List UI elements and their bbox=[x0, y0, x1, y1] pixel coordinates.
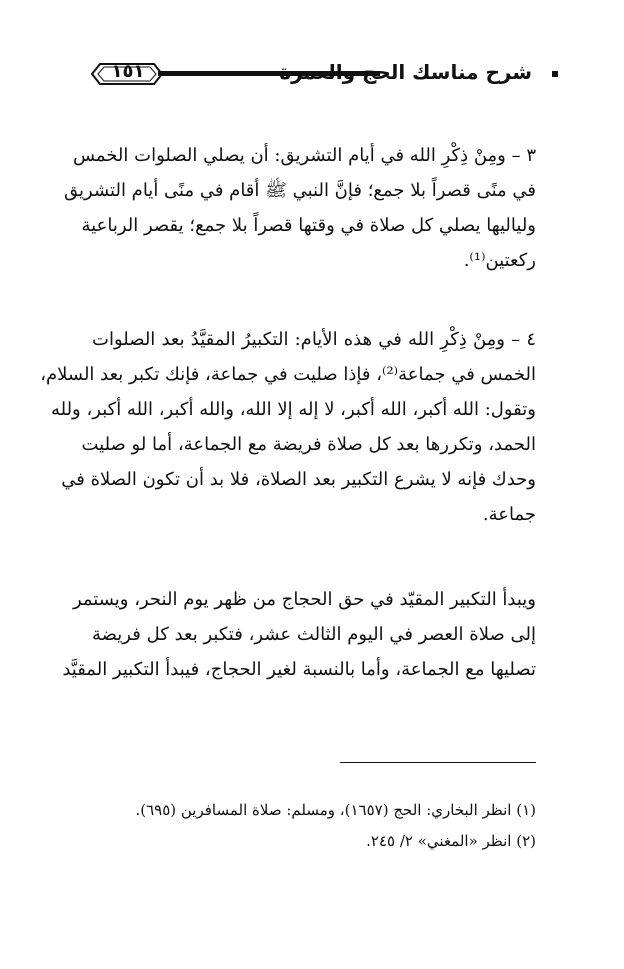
text-line: وحدك فإنه لا يشرع التكبير بعد الصلاة، فلا بد أن تكون الصلاة في bbox=[61, 469, 536, 490]
footnote-1: (١) انظر البخاري: الحج (١٦٥٧)، ومسلم: صلاة المسافرين (٦٩٥). bbox=[135, 801, 536, 819]
text-line: جماعة. bbox=[482, 504, 536, 525]
text-line: إلى صلاة العصر في اليوم الثالث عشر، فتكبر بعد كل فريضة bbox=[92, 624, 536, 645]
header-bullet bbox=[552, 71, 558, 77]
footnote-separator bbox=[340, 762, 536, 763]
text-line: الخمس في جماعة⁽²⁾، فإذا صليت في جماعة، فإنك تكبر بعد السلام، bbox=[40, 364, 536, 385]
paragraph-takbir bbox=[62, 582, 536, 687]
paragraph-3 bbox=[64, 138, 536, 278]
text-line: ركعتين⁽¹⁾. bbox=[463, 250, 536, 271]
text-line: ويبدأ التكبير المقيّد في حق الحجاج من ظهر يوم النحر، ويستمر bbox=[72, 589, 536, 610]
text-line: ولياليها يصلي كل صلاة في وقتها قصراً بلا جمع؛ يقصر الرباعية bbox=[81, 215, 536, 236]
page-number: ١٥١ bbox=[111, 61, 145, 82]
footnote-2: (٢) انظر «المغني» ٢/ ٢٤٥. bbox=[366, 832, 536, 850]
paragraph-4 bbox=[40, 322, 536, 532]
footnotes bbox=[76, 795, 536, 857]
text-line: ٣ – ومِنْ ذِكْرِ الله في أيام التشريق: أن يصلي الصلوات الخمس bbox=[72, 145, 536, 166]
text-line: الحمد، وتكررها بعد كل صلاة فريضة مع الجماعة، أما لو صليت bbox=[81, 434, 536, 455]
book-title: شرح مناسك الحج والعمرة bbox=[279, 60, 532, 84]
running-header bbox=[88, 58, 558, 92]
text-line: تصليها مع الجماعة، وأما بالنسبة لغير الحجاج، فيبدأ التكبير المقيَّد bbox=[62, 659, 536, 680]
text-line: ٤ – ومِنْ ذِكْرِ الله في هذه الأيام: التكبيرُ المقيَّدُ بعد الصلوات bbox=[92, 329, 536, 350]
text-line: وتقول: الله أكبر، الله أكبر، لا إله إلا الله، والله أكبر، الله أكبر، ولله bbox=[50, 399, 536, 420]
text-line: في منًى قصراً بلا جمع؛ فإنَّ النبي ﷺ أقام في منًى أيام التشريق bbox=[64, 180, 536, 201]
